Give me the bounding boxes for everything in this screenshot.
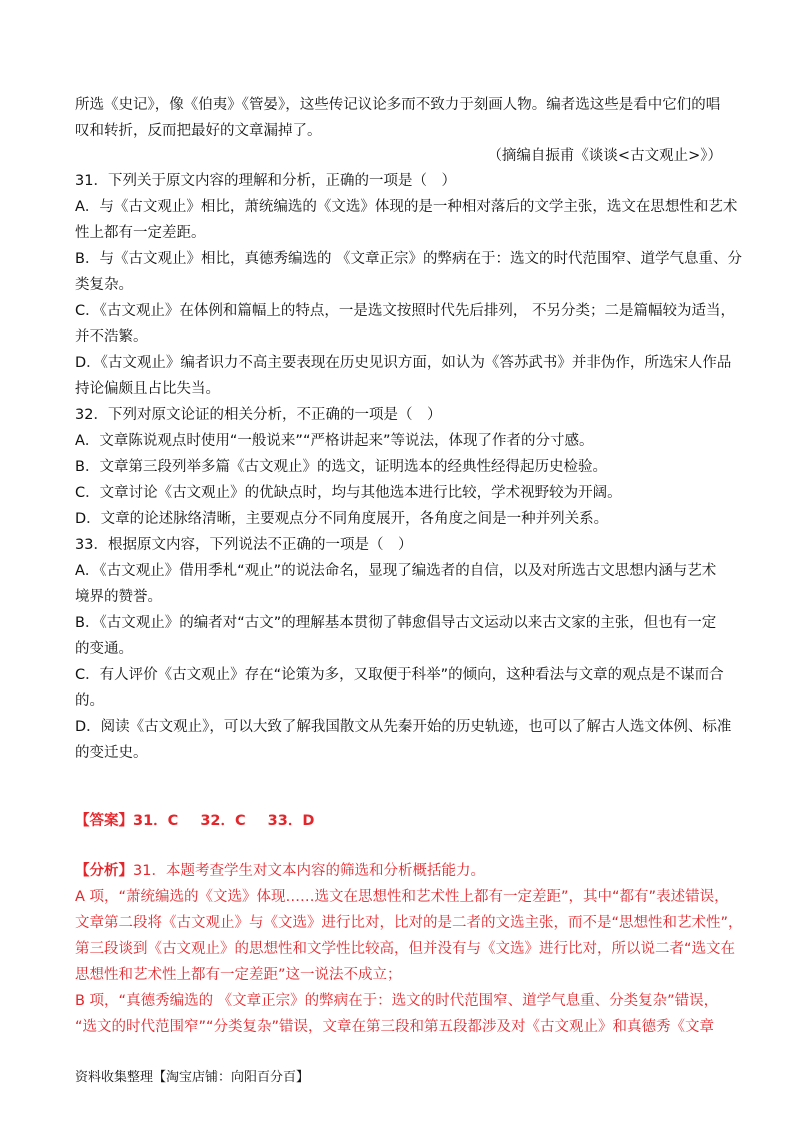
question-33-option-b: B．《古文观止》的编者对“古文”的理解基本贯彻了韩愈倡导古文运动以来古文家的主张，但也有一定 (75, 615, 717, 631)
analysis-line: 思想性和艺术性上都有一定差距”这一说法不成立； (75, 967, 402, 983)
question-33-option-b-cont: 的变通。 (75, 641, 133, 657)
question-32-option-c: C．文章讨论《古文观止》的优缺点时，均与其他选本进行比较，学术视野较为开阔。 (75, 485, 622, 501)
passage-line: 叹和转折，反而把最好的文章漏掉了。 (75, 123, 322, 139)
analysis-intro (75, 858, 735, 884)
analysis-line: B 项，“真德秀编选的 《文章正宗》的弊病在于：选文的时代范围窄、道学气息重、分类复杂”错误， (75, 993, 719, 1009)
question-31-stem: 31．下列关于原文内容的理解和分析，正确的一项是（ ） (75, 173, 456, 189)
question-32-option-b: B．文章第三段列举多篇《古文观止》的选文，证明选本的经典性经得起历史检验。 (75, 459, 607, 475)
question-33-option-a: A．《古文观止》借用季札“观止”的说法命名，显现了编选者的自信，以及对所选古文思想内涵与艺术 (75, 563, 717, 579)
passage-line: 所选《史记》，像《伯夷》《管晏》，这些传记议论多而不致力于刻画人物。编者选这些是看中它们的唱 (75, 97, 721, 113)
question-33-stem: 33．根据原文内容，下列说法不正确的一项是（ ） (75, 537, 413, 553)
question-33-option-d: D．阅读《古文观止》，可以大致了解我国散文从先秦开始的历史轨迹，也可以了解古人选文体例、标准 (75, 719, 732, 735)
question-31-option-d-cont: 持论偏颇且占比失当。 (75, 381, 220, 397)
passage-source: （摘编自振甫《谈谈<古文观止>》） (487, 148, 722, 164)
analysis-line: “选文的时代范围窄”“分类复杂”错误，文章在第三段和第五段都涉及对《古文观止》和真德秀《文章 (75, 1019, 715, 1035)
answer-31: 31．C (133, 813, 179, 829)
question-31-option-a-cont: 性上都有一定差距。 (75, 225, 206, 241)
question-31-option-b-cont: 类复杂。 (75, 277, 133, 293)
question-32-option-d: D．文章的论述脉络清晰，主要观点分不同角度展开，各角度之间是一种并列关系。 (75, 511, 609, 527)
answer-line (75, 808, 735, 834)
answer-33: 33．D (267, 813, 315, 829)
question-32-option-a: A．文章陈说观点时使用“一般说来”“严格讲起来”等说法，体现了作者的分寸感。 (75, 433, 594, 449)
question-33-option-c-cont: 的。 (75, 693, 104, 709)
question-31-option-c: C．《古文观止》在体例和篇幅上的特点，一是选文按照时代先后排列， 不另分类；二是篇幅较为适当， (75, 303, 735, 319)
question-31-option-c-cont: 并不浩繁。 (75, 329, 148, 345)
analysis-label: 【分析】 (75, 863, 133, 879)
analysis-line: A 项，“萧统编选的《文选》体现……选文在思想性和艺术性上都有一定差距”，其中“都有”表述错误， (75, 889, 729, 905)
question-31-option-b: B．与《古文观止》相比，真德秀编选的 《文章正宗》的弊病在于：选文的时代范围窄、道学气息重、分 (75, 251, 743, 267)
question-33-option-c: C．有人评价《古文观止》存在“论策为多，又取便于科举”的倾向，这种看法与文章的观点是不谋而合 (75, 667, 724, 683)
analysis-line: 第三段谈到《古文观止》的思想性和文学性比较高，但并没有与《文选》进行比对，所以说二者“选文在 (75, 941, 736, 957)
analysis-line: 文章第二段将《古文观止》与《文选》进行比对，比对的是二者的文选主张，而不是“思想性和艺术性”， (75, 915, 743, 931)
answer-32: 32．C (200, 813, 246, 829)
question-31-option-a: A．与《古文观止》相比，萧统编选的《文选》体现的是一种相对落后的文学主张，选文在思想性和艺术 (75, 199, 738, 215)
analysis-intro-text: 31．本题考查学生对文本内容的筛选和分析概括能力。 (133, 863, 485, 879)
question-33-option-d-cont: 的变迁史。 (75, 745, 148, 761)
question-31-option-d: D．《古文观止》编者识力不高主要表现在历史见识方面，如认为《答苏武书》并非伪作，所选宋人作品 (75, 355, 732, 371)
page-footer: 资料收集整理【淘宝店铺：向阳百分百】 (75, 1070, 310, 1085)
question-33-option-a-cont: 境界的赞誉。 (75, 589, 162, 605)
question-32-stem: 32．下列对原文论证的相关分析，不正确的一项是（ ） (75, 407, 442, 423)
answer-label: 【答案】 (75, 813, 133, 829)
